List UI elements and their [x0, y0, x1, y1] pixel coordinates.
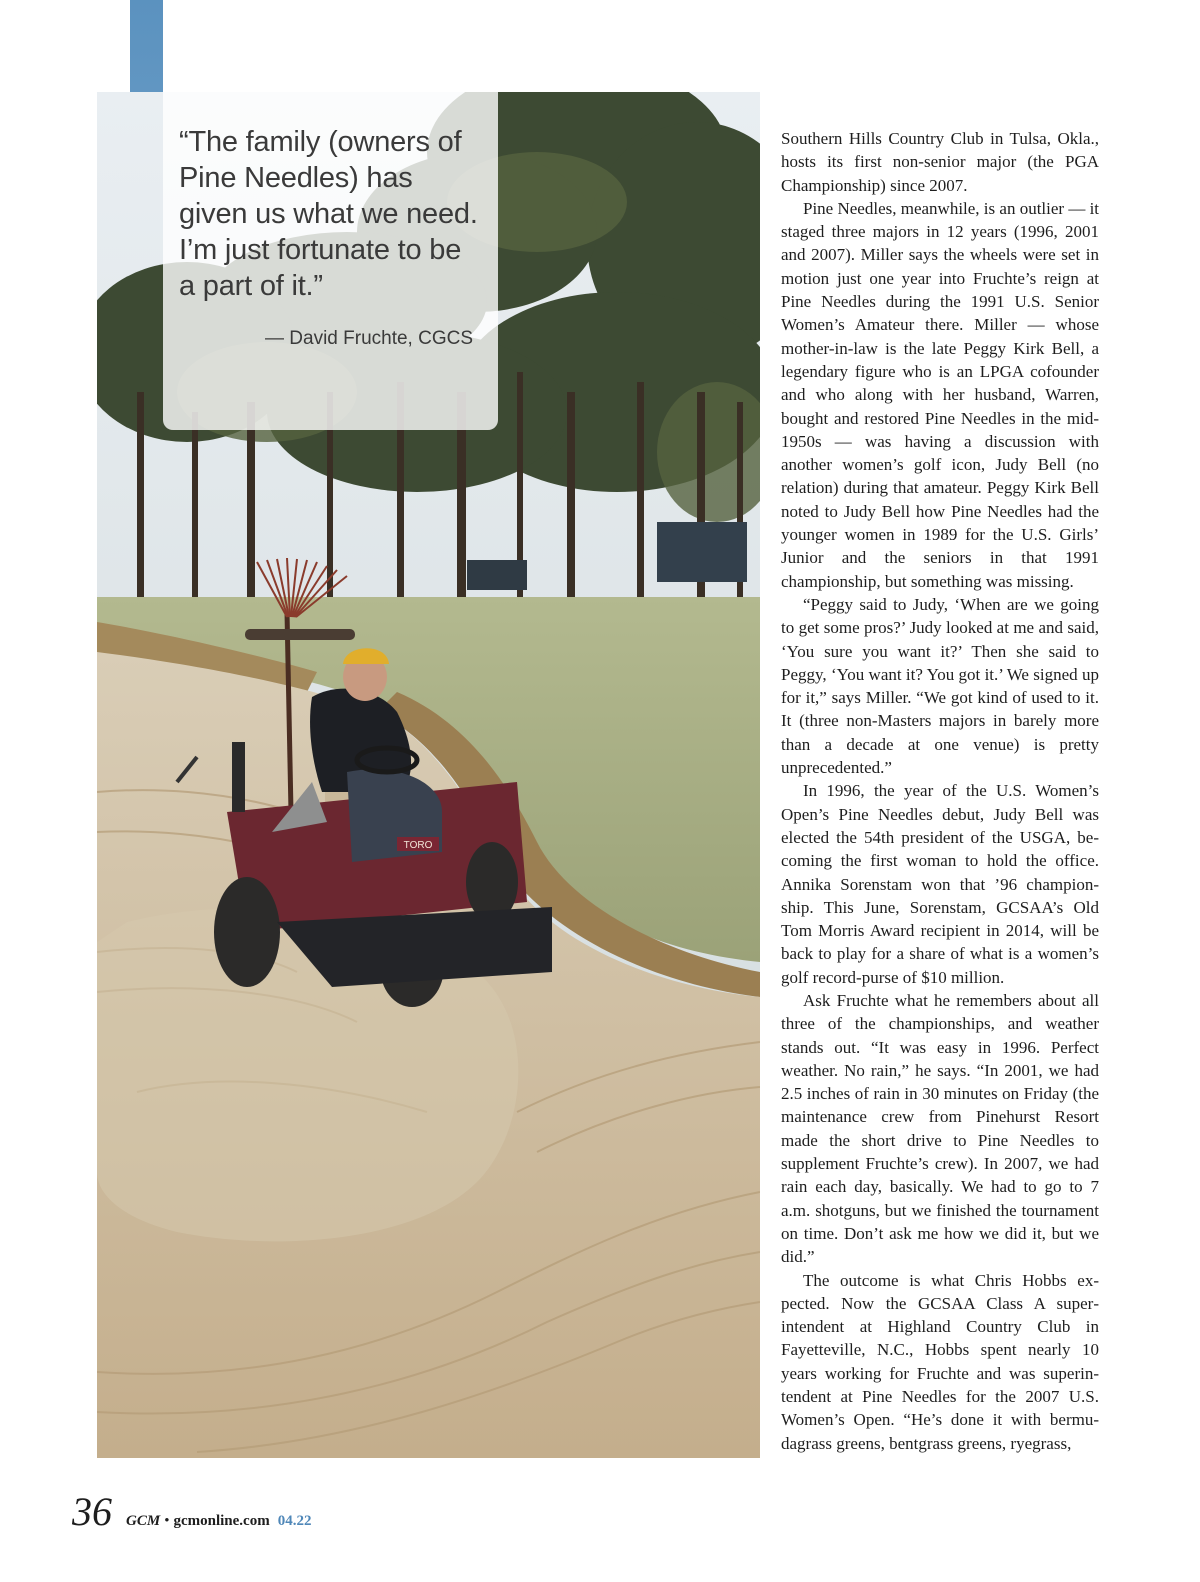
article-paragraph: Southern Hills Country Club in Tulsa, Okla., hosts its first non-senior major (the PGA Championship) since 2007. — [781, 129, 1099, 195]
article-paragraph: Ask Fruchte what he remembers about all three of the championships, and weather stands out. “It was easy in 1996. Perfect weather. No rain,” he says. “In 2001, we had 2.5 inches of rain in 30 minutes on Friday (the maintenance crew from Pinehurst Resort made the short drive to Pine Needles to supplement Fruchte’s crew). In 2007, we had rain each day, basically. We had to go to 7 a.m. shotguns, but we finished the tournament on time. Don’t ask me how we did it, but we did.” — [781, 990, 1099, 1267]
article-body — [781, 127, 1099, 1455]
article-paragraph: In 1996, the year of the U.S. Women’s Open’s Pine Needles debut, Judy Bell was elected the 54th president of the USGA, becoming the first woman to hold the office. Annika Sorenstam won that ’96 championship. This June, Sorenstam, GCSAA’s Old Tom Morris Award recipient in 2014, will be back to play for a share of what is a women’s golf record-purse of $10 million. — [781, 781, 1099, 987]
page-number: 36 — [72, 1489, 112, 1534]
page-footer — [72, 1488, 311, 1535]
article-paragraph: “Peggy said to Judy, ‘When are we going to get some pros?’ Judy looked at me and said, ‘You sure you want it?’ Then she said to Peggy, ‘You want it? You got it.’ We signed up for it,” says Miller. “We got kind of used to it. It (three non-Masters majors in barely more than a decade at one venue) is pretty unprecedented.” — [781, 594, 1099, 778]
pull-quote-text: “The family (owners of Pine Needles) has given us what we need. I’m just fortunate to be a part of it.” — [179, 126, 478, 302]
footer-bullet: • — [164, 1513, 170, 1529]
magazine-name: GCM — [126, 1513, 161, 1529]
pull-quote — [163, 92, 498, 430]
article-paragraph: Pine Needles, meanwhile, is an outlier — it staged three majors in 12 years (1996, 2001 and 2007). Miller says the wheels were set in motion just one year into Fruchte’s reign at Pine Needles during the 1991 U.S. Senior Women’s Amateur there. Miller — whose mother-in-law is the late Peggy Kirk Bell, a legendary figure who is an LPGA cofounder and who along with her husband, Warren, bought and restored Pine Needles in the mid-1950s — was having a discussion with another women’s golf icon, Judy Bell (no relation) during that amateur. Peggy Kirk Bell noted to Judy Bell how Pine Needles had the younger women in 1989 for the U.S. Girls’ Junior and the seniors in that 1991 championship, but something was missing. — [781, 198, 1100, 591]
website-link[interactable]: gcmonline.com — [173, 1513, 270, 1529]
toro-logo: TORO — [403, 840, 433, 851]
issue-date: 04.22 — [277, 1513, 312, 1529]
pull-quote-attribution: — David Fruchte, CGCS — [265, 328, 473, 349]
article-paragraph: The outcome is what Chris Hobbs expected. Now the GCSAA Class A superintendent at Highland Country Club in Fayetteville, N.C., Hobbs spent nearly 10 years working for Fruchte and was superintendent at Pine Needles for the 2007 U.S. Women’s Open. “He’s done it with bermudagrass greens, bentgrass greens, ryegrass, — [781, 1270, 1099, 1453]
